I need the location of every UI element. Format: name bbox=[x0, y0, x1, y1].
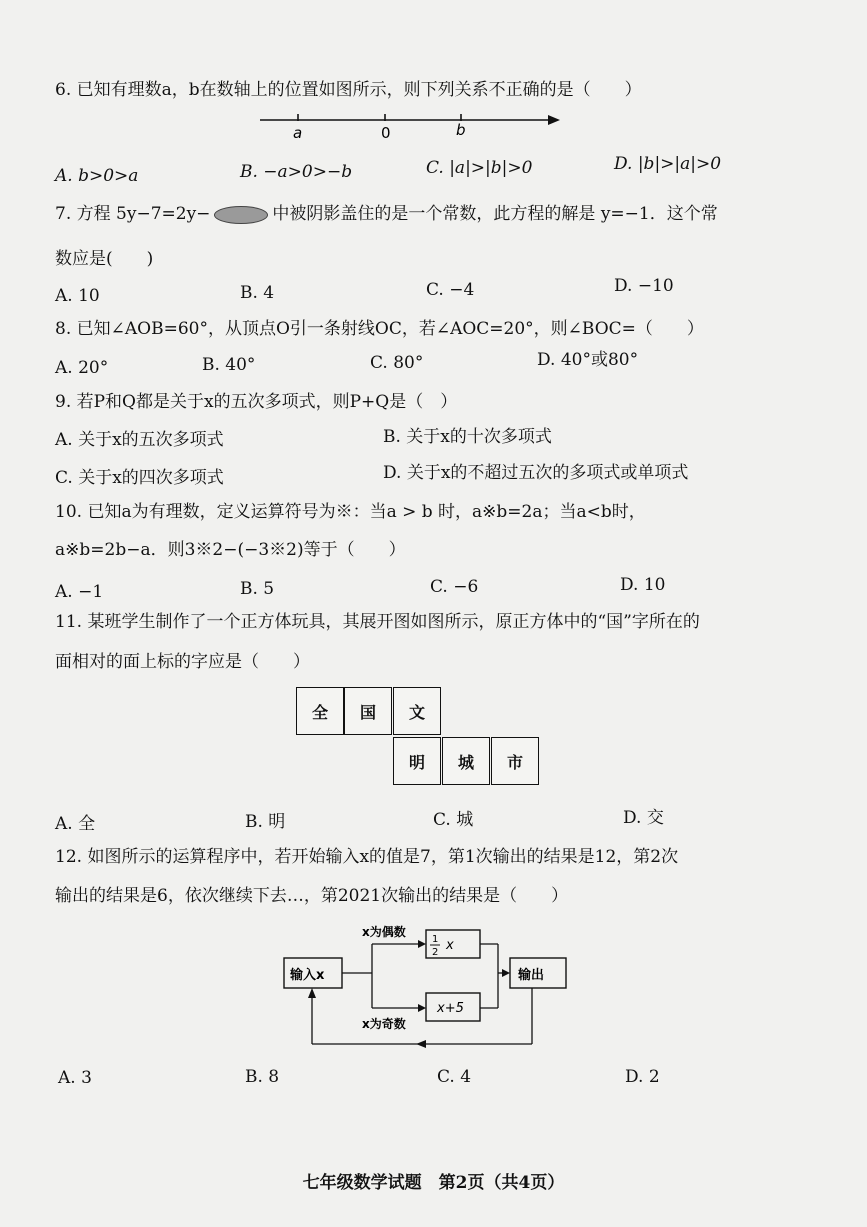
q11-option-a: A. 全 bbox=[55, 814, 96, 834]
q12-stem-line2: 输出的结果是6，依次继续下去…，第2021次输出的结果是（ ） bbox=[55, 886, 569, 906]
net-cell-3: 文 bbox=[393, 687, 441, 735]
net-cell-1: 全 bbox=[296, 687, 344, 735]
q8-option-d: D. 40°或80° bbox=[537, 350, 639, 370]
cube-net bbox=[296, 687, 546, 791]
q11-stem-line1: 11. 某班学生制作了一个正方体玩具，其展开图如图所示，原正方体中的“国”字所在的 bbox=[55, 612, 700, 632]
net-cell-5: 城 bbox=[442, 737, 490, 785]
q7-option-d: D. −10 bbox=[614, 276, 674, 296]
flow-input-label: 输入x bbox=[290, 968, 325, 983]
q12-option-a: A. 3 bbox=[58, 1068, 92, 1088]
q8-option-c: C. 80° bbox=[370, 353, 424, 373]
flow-output-label: 输出 bbox=[518, 968, 545, 983]
net-cell-2: 国 bbox=[344, 687, 392, 735]
q10-stem-line2: a※b=2b−a．则3※2−(−3※2)等于（ ） bbox=[55, 540, 406, 560]
q10-option-c: C. −6 bbox=[430, 577, 479, 597]
q7-stem-line1 bbox=[55, 202, 718, 226]
q9-stem: 9. 若P和Q都是关于x的五次多项式，则P+Q是（ ） bbox=[55, 392, 458, 412]
q7-option-a: A. 10 bbox=[55, 286, 100, 306]
axis-label-b: b bbox=[456, 121, 466, 139]
q12-option-b: B. 8 bbox=[245, 1067, 280, 1087]
q11-stem-line2: 面相对的面上标的字应是（ ） bbox=[55, 652, 310, 672]
q8-stem: 8. 已知∠AOB=60°，从顶点O引一条射线OC，若∠AOC=20°，则∠BOC=（ ） bbox=[55, 319, 704, 339]
flow-half-den: 2 bbox=[432, 947, 439, 958]
q6-option-b: B. −a>0>−b bbox=[240, 162, 353, 182]
q9-option-c: C. 关于x的四次多项式 bbox=[55, 468, 224, 488]
q12-option-c: C. 4 bbox=[437, 1067, 472, 1087]
net-cell-4: 明 bbox=[393, 737, 441, 785]
q11-option-b: B. 明 bbox=[245, 812, 286, 832]
q12-option-d: D. 2 bbox=[625, 1067, 660, 1087]
q6-option-c: C. |a|>|b|>0 bbox=[426, 158, 533, 178]
q6-option-a: A. b>0>a bbox=[55, 166, 139, 186]
axis-label-a: a bbox=[293, 124, 303, 142]
flow-even-label: x为偶数 bbox=[362, 925, 406, 939]
flow-half-num: 1 bbox=[432, 934, 439, 945]
q7-option-b: B. 4 bbox=[240, 283, 275, 303]
q10-stem-line1: 10. 已知a为有理数，定义运算符号为※：当a > b 时，a※b=2a；当a<b时， bbox=[55, 502, 646, 522]
q12-stem-line1: 12. 如图所示的运算程序中，若开始输入x的值是7，第1次输出的结果是12，第2次 bbox=[55, 847, 679, 867]
number-line bbox=[255, 108, 565, 144]
q7-stem-line2: 数应是( ) bbox=[55, 249, 154, 269]
q10-option-d: D. 10 bbox=[620, 575, 666, 595]
net-cell-6: 市 bbox=[491, 737, 539, 785]
q8-option-b: B. 40° bbox=[202, 355, 256, 375]
q9-option-d: D. 关于x的不超过五次的多项式或单项式 bbox=[383, 463, 689, 483]
flow-plus5-label: x+5 bbox=[437, 1001, 464, 1016]
flow-half-x: x bbox=[446, 938, 454, 953]
q7-option-c: C. −4 bbox=[426, 280, 475, 300]
page-footer: 七年级数学试题 第2页（共4页） bbox=[302, 1173, 565, 1193]
q9-option-b: B. 关于x的十次多项式 bbox=[383, 427, 552, 447]
flow-odd-label: x为奇数 bbox=[362, 1017, 406, 1031]
q7-stem-part1: 7. 方程 5y−7=2y− bbox=[55, 204, 211, 224]
q9-option-a: A. 关于x的五次多项式 bbox=[55, 430, 224, 450]
q6-stem: 6. 已知有理数a，b在数轴上的位置如图所示，则下列关系不正确的是（ ） bbox=[55, 80, 642, 100]
q11-option-d: D. 交 bbox=[623, 808, 664, 828]
q10-option-b: B. 5 bbox=[240, 579, 275, 599]
flowchart bbox=[270, 918, 590, 1058]
q11-option-c: C. 城 bbox=[433, 810, 474, 830]
shaded-blob bbox=[214, 206, 268, 224]
axis-label-0: 0 bbox=[381, 124, 391, 142]
q6-option-d: D. |b|>|a|>0 bbox=[614, 154, 722, 174]
q7-stem-part2: 中被阴影盖住的是一个常数，此方程的解是 y=−1．这个常 bbox=[272, 204, 718, 224]
q10-option-a: A. −1 bbox=[55, 582, 104, 602]
q8-option-a: A. 20° bbox=[55, 358, 109, 378]
